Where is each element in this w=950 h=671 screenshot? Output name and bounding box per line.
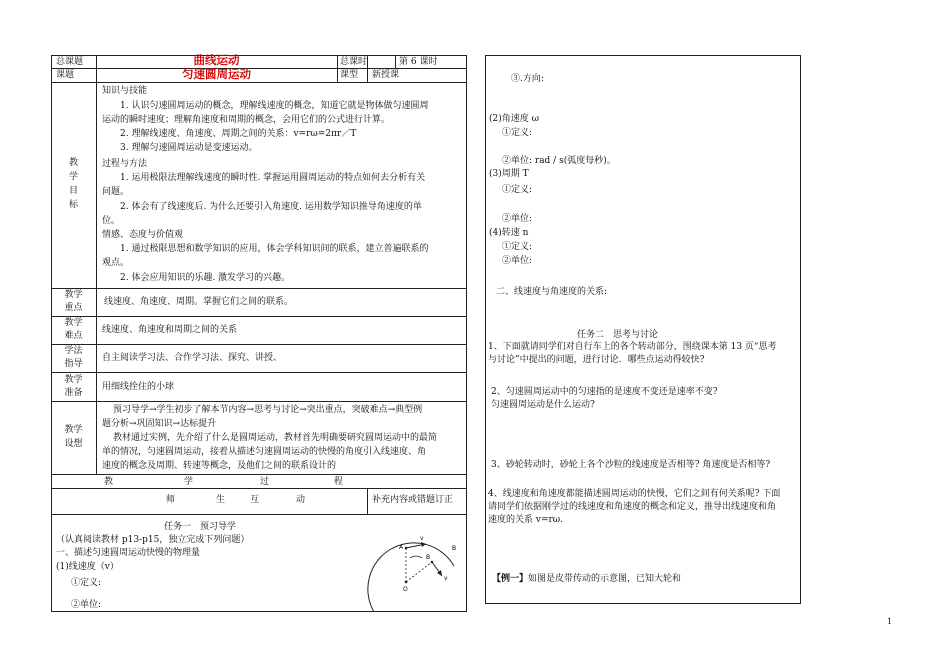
difficulty-text: 线速度、角速度和周期之间的关系 [102, 325, 238, 335]
task2-q3: 3、砂轮转动时，砂轮上各个沙粒的线速度是否相等? 角速度是否相等? [491, 460, 771, 470]
task1-note: （认真阅读教材 p13-p15，独立完成下列问题） [56, 535, 250, 545]
prep-label-2: 准备 [64, 388, 83, 398]
process-title: 过程与方法 [102, 159, 148, 169]
task2-q4c: 速度的关系 v=rω. [488, 515, 563, 525]
main-topic-title: 曲线运动 [193, 53, 240, 67]
angular-definition: ①定义: [502, 128, 533, 138]
task1-definition: ①定义: [71, 578, 102, 588]
diagram-label-o: O [403, 586, 408, 593]
angular-velocity-title: (2)角速度 ω [489, 114, 539, 124]
angular-unit: ②单位: rad / s(弧度每秒)。 [502, 156, 616, 166]
interaction-char-2: 生 [216, 495, 226, 505]
design-line-3: 教材通过实例，先介绍了什么是圆周运动，教材首先明确要研究圆周运动中的最简 [113, 433, 438, 443]
total-hours-value: 第 6 课时 [399, 57, 438, 67]
task2-q2a: 2、匀速圆周运动中的匀速指的是速度不变还是速率不变? [491, 387, 718, 397]
interaction-char-4: 动 [296, 495, 306, 505]
supplement-header: 补充内容或错题订正 [372, 495, 454, 505]
task2-q4b: 请同学们依据刚学过的线速度和角速度的概念和定义，推导出线速度和角 [488, 502, 777, 512]
method-label-1: 学法 [64, 346, 83, 356]
design-label-2: 设想 [64, 439, 83, 449]
design-line-1: 预习导学→学生初步了解本节内容→思考与讨论→突出重点，突破难点→典型例 [113, 405, 423, 415]
task1-linear-speed: (1)线速度（v） [56, 562, 119, 572]
task2-q4a: 4、线速度和角速度都能描述圆周运动的快慢，它们之间有何关系呢? 下面 [488, 489, 781, 499]
rotation-unit: ②单位: [502, 256, 533, 266]
emotion-title: 情感、态度与价值观 [102, 230, 184, 240]
key-points-text: 线速度、角速度、周期。掌握它们之间的联系。 [104, 297, 294, 307]
design-label-1: 教学 [64, 425, 83, 435]
period-unit: ②单位: [502, 214, 533, 224]
interaction-char-1: 师 [166, 495, 176, 505]
process-2a: 2. 体会有了线速度后. 为什么还要引入角速度. 运用数学知识推导角速度的单 [120, 202, 422, 212]
prep-label-1: 教学 [64, 375, 83, 385]
process-title-char-4: 程 [334, 477, 344, 487]
knowledge-2: 2. 理解线速度、角速度、周期之间的关系：v=rω=2πr／T [120, 129, 357, 139]
goals-label-2: 学 [68, 172, 78, 182]
process-title-char-2: 学 [184, 477, 194, 487]
circular-motion-diagram [366, 528, 466, 612]
knowledge-1b: 运动的瞬时速度；理解角速度和周期的概念，会用它们的公式进行计算。 [102, 115, 391, 125]
task2-title: 任务二 思考与讨论 [577, 330, 659, 340]
key-label-1: 教学 [64, 290, 83, 300]
method-text: 自主阅读学习法、合作学习法、探究、讲授、 [102, 353, 283, 363]
diagram-label-a: A [399, 544, 404, 551]
interaction-char-3: 互 [250, 495, 260, 505]
design-line-5: 速度的概念及周期、转速等概念，及他们之间的联系设计的 [102, 461, 337, 471]
goals-label-3: 目 [68, 186, 78, 196]
emotion-2: 2. 体会应用知识的乐趣. 激发学习的兴趣。 [120, 273, 291, 283]
rotation-speed-title: (4)转速 n [489, 228, 529, 238]
label-total-hours: 总课时 [340, 57, 368, 67]
task2-q2b: 匀速圆周运动是什么运动? [491, 400, 595, 410]
design-line-4: 单的情况，匀速圆周运动，接着从描述匀速圆周运动的快慢的角度引入线速度、角 [102, 447, 427, 457]
task1-title: 任务一 预习导学 [164, 522, 237, 532]
label-main-topic: 总课题 [56, 57, 84, 67]
diagram-label-b: B [426, 554, 431, 561]
task2-q1a: 1、下面就请同学们对自行车上的各个转动部分，围绕课本第 13 页“思考 [488, 342, 777, 352]
goals-label-1: 教 [68, 158, 78, 168]
design-line-2: 题分析→巩固知识→达标提升 [102, 419, 217, 429]
lesson-type-value: 新授课 [372, 70, 400, 80]
process-title-char-1: 教 [104, 477, 114, 487]
method-label-2: 指导 [64, 359, 83, 369]
process-title-char-3: 过 [260, 477, 270, 487]
difficulty-label-2: 难点 [64, 331, 83, 341]
prep-text: 用细线拴住的小球 [102, 382, 175, 392]
difficulty-label-1: 教学 [64, 318, 83, 328]
label-lesson-type: 课型 [340, 70, 359, 80]
key-label-2: 重点 [64, 303, 83, 313]
period-title: (3)周期 T [489, 169, 529, 179]
knowledge-1a: 1. 认识匀速圆周运动的概念，理解线速度的概念，知道它就是物体做匀速圆周 [120, 101, 429, 111]
example-line [492, 573, 681, 586]
diagram-label-v-b: v [444, 575, 448, 582]
direction-label: ③.方向: [511, 74, 544, 84]
emotion-1a: 1. 通过极限思想和数学知识的应用，体会学科知识间的联系，建立普遍联系的 [120, 244, 429, 254]
goals-label-4: 标 [68, 200, 78, 210]
process-1b: 问题。 [102, 187, 130, 197]
label-topic: 课题 [56, 70, 75, 80]
diagram-label-b-right: B [452, 545, 457, 552]
process-2b: 位。 [102, 216, 121, 226]
example-text: 如图是皮带传动的示意图，已知大轮和 [528, 574, 682, 584]
knowledge-3: 3. 理解匀速圆周运动是变速运动。 [120, 143, 258, 153]
task2-q1b: 与讨论”中提出的问题，进行讨论．哪些点运动得较快? [488, 355, 705, 365]
task1-unit: ②单位: [71, 600, 102, 610]
process-1a: 1. 运用极限法理解线速度的瞬时性. 掌握运用圆周运动的特点如何去分析有关 [120, 173, 426, 183]
page-number: 1 [887, 617, 893, 626]
emotion-1b: 观点。 [102, 258, 130, 268]
relation-title: 二、线速度与角速度的关系: [496, 287, 608, 297]
task1-question-1: 一、描述匀速圆周运动快慢的物理量 [56, 548, 201, 558]
diagram-label-v-a: v [420, 535, 424, 542]
knowledge-title: 知识与技能 [102, 86, 148, 96]
period-definition: ①定义: [502, 185, 533, 195]
rotation-definition: ①定义: [502, 242, 533, 252]
example-label: 【例一】 [492, 574, 529, 584]
topic-title: 匀速圆周运动 [182, 67, 251, 81]
